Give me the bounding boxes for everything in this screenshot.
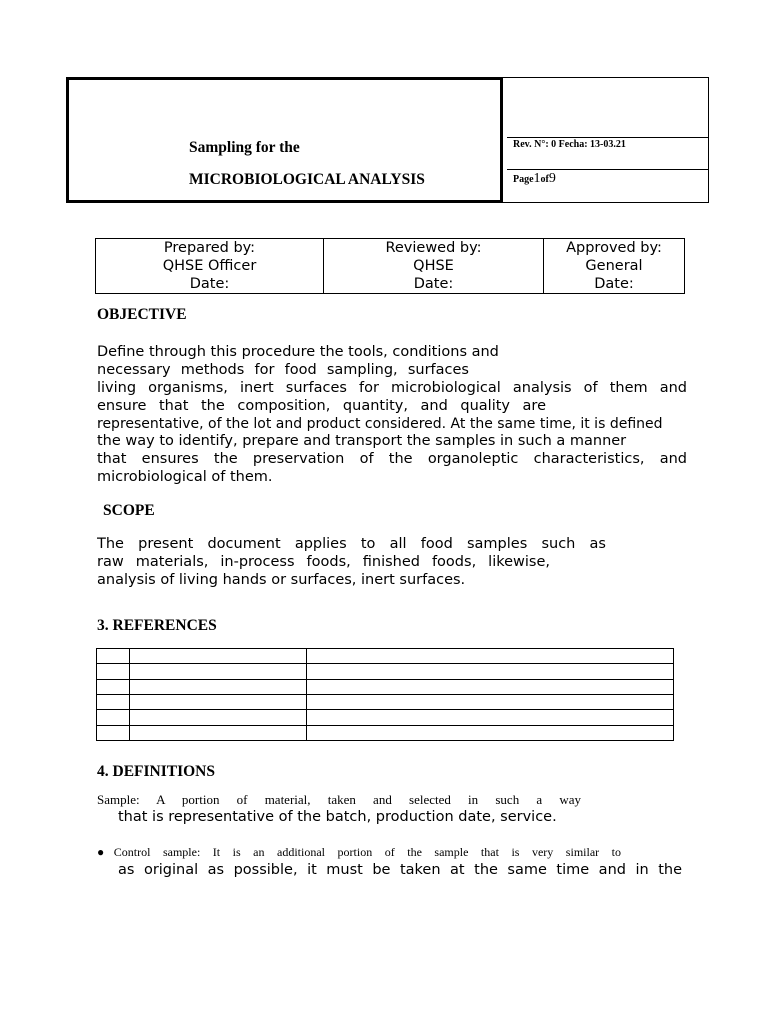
approval-role: Prepared by: [163,240,256,256]
definitions-heading: 4. DEFINITIONS [97,763,215,780]
table-row [97,694,674,709]
table-row [97,710,674,725]
table-cell [130,710,307,725]
table-cell [97,725,130,740]
table-row [97,664,674,679]
approval-name: General [585,258,643,274]
approval-date: Date: [594,276,634,292]
meta-divider [507,169,709,170]
objective-heading: OBJECTIVE [97,306,187,323]
table-cell [130,649,307,664]
table-cell [130,694,307,709]
table-cell [307,664,674,679]
table-cell [307,710,674,725]
definition-sample-line2: that is representative of the batch, production date, service. [118,809,557,825]
approval-row [96,239,685,294]
paragraph-line: that ensures the preservation of the organoleptic characteristics, and [97,451,687,468]
table-cell [97,679,130,694]
table-cell [130,664,307,679]
page-of-label: of [540,174,549,185]
paragraph-line: living organisms, inert surfaces for microbiological analysis of them and [97,379,687,396]
table-row [97,649,674,664]
approval-date: Date: [413,276,454,292]
table-cell [307,649,674,664]
paragraph-line: microbiological of them. [97,469,273,486]
objective-paragraph [97,344,687,487]
table-cell [97,694,130,709]
table-row [97,725,674,740]
approval-table [95,238,685,294]
approval-cell-approved [544,239,685,294]
table-cell [130,679,307,694]
references-heading: 3. REFERENCES [97,617,217,634]
revision-info: Rev. N°: 0 Fecha: 13-03.21 [513,139,626,150]
approval-role: Reviewed by: [385,240,482,256]
paragraph-line: raw materials, in-process foods, finished foods, likewise, [97,553,550,570]
scope-heading: SCOPE [103,502,155,519]
scope-paragraph [97,536,687,590]
approval-cell-prepared [96,239,324,294]
table-cell [97,710,130,725]
document-title-line1: Sampling for the [189,139,300,156]
page-number: 1 [533,171,541,186]
table-cell [307,679,674,694]
paragraph-line: Define through this procedure the tools, conditions and [97,344,499,360]
definition-sample-line1: Sample: A portion of material, taken and selected in such a way [97,792,581,807]
page-total: 9 [548,171,556,186]
approval-name: QHSE Officer [162,258,257,274]
table-cell [307,725,674,740]
meta-divider [507,137,709,138]
references-table [96,648,674,741]
paragraph-line: analysis of living hands or surfaces, inert surfaces. [97,571,466,588]
page-label: Page [513,174,534,185]
paragraph-line: the way to identify, prepare and transport the samples in such a manner [97,433,627,450]
approval-cell-reviewed [324,239,544,294]
paragraph-line: The present document applies to all food samples such as [97,536,606,552]
definition-control-line1: ●Control sample: It is an additional portion of the sample that is very similar to [97,845,621,859]
paragraph-line: ensure that the composition, quantity, and quality are [97,397,546,414]
paragraph-line: necessary methods for food sampling, surfaces [97,361,469,378]
approval-role: Approved by: [566,240,662,256]
approval-date: Date: [189,276,230,292]
definition-control-line2: as original as possible, it must be taken at the same time and in the [118,862,682,878]
table-cell [130,725,307,740]
table-cell [97,664,130,679]
document-title-line2: MICROBIOLOGICAL ANALYSIS [189,171,425,188]
page-indicator [513,171,556,187]
table-cell [97,649,130,664]
table-row [97,679,674,694]
approval-name: QHSE [413,258,454,274]
paragraph-line: representative, of the lot and product considered. At the same time, it is defined [97,415,663,432]
table-cell [307,694,674,709]
